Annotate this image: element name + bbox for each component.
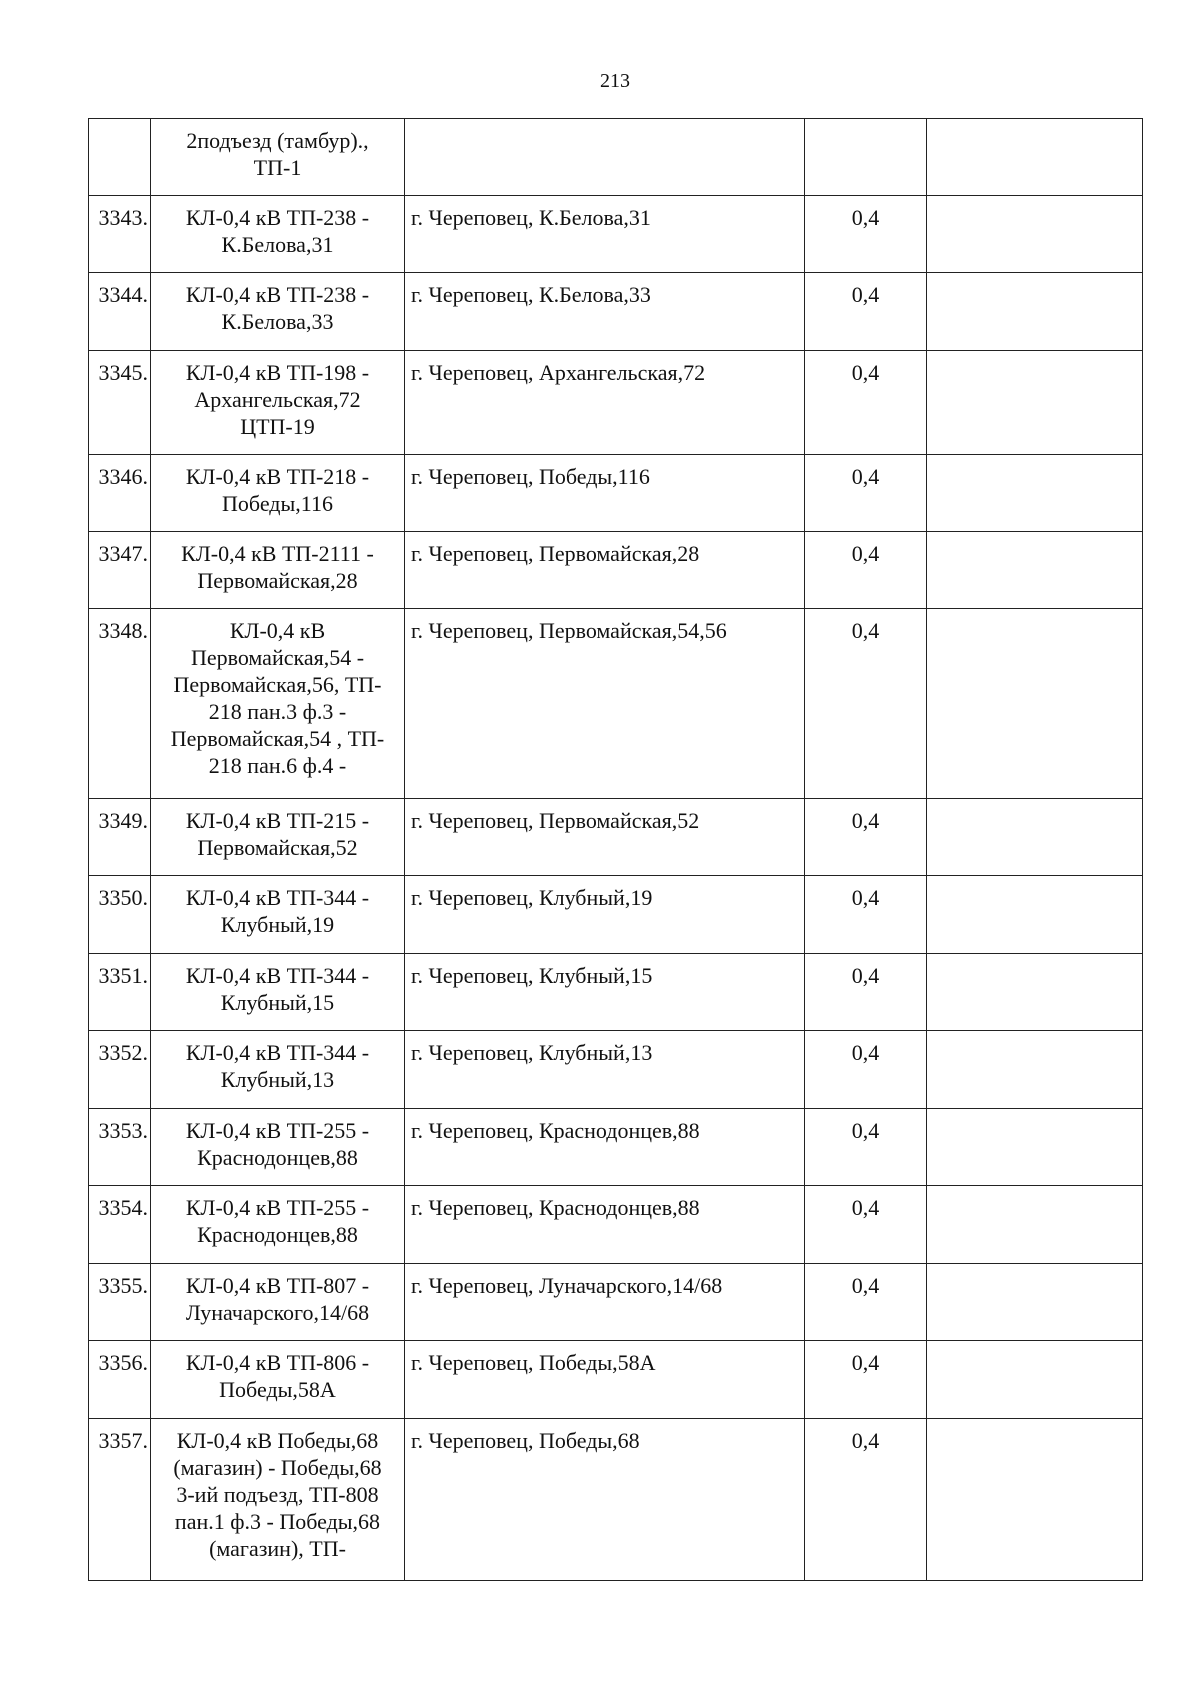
row-number-cell — [89, 119, 151, 196]
voltage-cell: 0,4 — [805, 532, 927, 609]
voltage-cell: 0,4 — [805, 455, 927, 532]
voltage-cell: 0,4 — [805, 196, 927, 273]
address-cell: г. Череповец, Победы,116 — [405, 455, 805, 532]
table-row — [89, 455, 1143, 532]
table-row — [89, 273, 1143, 351]
row-number-cell: 3357. — [89, 1419, 151, 1581]
table-body — [89, 119, 1143, 1581]
table-row — [89, 876, 1143, 954]
extra-cell — [927, 351, 1143, 455]
extra-cell — [927, 1186, 1143, 1264]
row-number-cell: 3346. — [89, 455, 151, 532]
cable-line-name-cell: КЛ-0,4 кВ ТП-198 - Архангельская,72 ЦТП-19 — [151, 351, 405, 455]
row-number-cell: 3351. — [89, 954, 151, 1031]
cable-line-name-cell: КЛ-0,4 кВ ТП-238 - К.Белова,31 — [151, 196, 405, 273]
voltage-cell: 0,4 — [805, 273, 927, 351]
voltage-cell: 0,4 — [805, 1264, 927, 1341]
voltage-cell: 0,4 — [805, 799, 927, 876]
row-number-cell: 3348. — [89, 609, 151, 799]
cable-line-name-cell: КЛ-0,4 кВ ТП-344 - Клубный,13 — [151, 1031, 405, 1109]
address-cell: г. Череповец, Победы,68 — [405, 1419, 805, 1581]
cable-line-name-cell: КЛ-0,4 кВ ТП-255 - Краснодонцев,88 — [151, 1186, 405, 1264]
row-number-cell: 3353. — [89, 1109, 151, 1186]
row-number-cell: 3352. — [89, 1031, 151, 1109]
cable-line-name-cell: 2подъезд (тамбур)., ТП-1 — [151, 119, 405, 196]
cable-line-name-cell: КЛ-0,4 кВ ТП-344 - Клубный,15 — [151, 954, 405, 1031]
extra-cell — [927, 799, 1143, 876]
cable-lines-table — [88, 118, 1143, 1581]
cable-line-name-cell: КЛ-0,4 кВ ТП-807 - Луначарского,14/68 — [151, 1264, 405, 1341]
cable-line-name-cell: КЛ-0,4 кВ Первомайская,54 - Первомайская,56, ТП- 218 пан.3 ф.3 - Первомайская,54 , ТП- 218 пан.6 ф.4 - — [151, 609, 405, 799]
address-cell: г. Череповец, К.Белова,31 — [405, 196, 805, 273]
extra-cell — [927, 609, 1143, 799]
table-row — [89, 1419, 1143, 1581]
row-number-cell: 3343. — [89, 196, 151, 273]
extra-cell — [927, 196, 1143, 273]
cable-line-name-cell: КЛ-0,4 кВ ТП-255 - Краснодонцев,88 — [151, 1109, 405, 1186]
extra-cell — [927, 119, 1143, 196]
row-number-cell: 3344. — [89, 273, 151, 351]
row-number-cell: 3347. — [89, 532, 151, 609]
address-cell: г. Череповец, Первомайская,52 — [405, 799, 805, 876]
row-number-cell: 3345. — [89, 351, 151, 455]
address-cell: г. Череповец, Луначарского,14/68 — [405, 1264, 805, 1341]
voltage-cell: 0,4 — [805, 954, 927, 1031]
address-cell: г. Череповец, Первомайская,54,56 — [405, 609, 805, 799]
voltage-cell: 0,4 — [805, 1341, 927, 1419]
table-row — [89, 351, 1143, 455]
cable-line-name-cell: КЛ-0,4 кВ ТП-344 - Клубный,19 — [151, 876, 405, 954]
voltage-cell: 0,4 — [805, 609, 927, 799]
voltage-cell: 0,4 — [805, 1419, 927, 1581]
address-cell: г. Череповец, Краснодонцев,88 — [405, 1186, 805, 1264]
extra-cell — [927, 1419, 1143, 1581]
address-cell: г. Череповец, Клубный,15 — [405, 954, 805, 1031]
table-row — [89, 799, 1143, 876]
cable-line-name-cell: КЛ-0,4 кВ Победы,68 (магазин) - Победы,68 3-ий подъезд, ТП-808 пан.1 ф.3 - Победы,68 (магазин), ТП- — [151, 1419, 405, 1581]
address-cell: г. Череповец, Краснодонцев,88 — [405, 1109, 805, 1186]
extra-cell — [927, 532, 1143, 609]
extra-cell — [927, 1341, 1143, 1419]
table-row — [89, 1341, 1143, 1419]
row-number-cell: 3349. — [89, 799, 151, 876]
address-cell: г. Череповец, Клубный,19 — [405, 876, 805, 954]
address-cell — [405, 119, 805, 196]
table-row — [89, 119, 1143, 196]
cable-line-name-cell: КЛ-0,4 кВ ТП-218 - Победы,116 — [151, 455, 405, 532]
extra-cell — [927, 455, 1143, 532]
voltage-cell — [805, 119, 927, 196]
table-row — [89, 532, 1143, 609]
cable-line-name-cell: КЛ-0,4 кВ ТП-806 - Победы,58А — [151, 1341, 405, 1419]
address-cell: г. Череповец, Победы,58А — [405, 1341, 805, 1419]
row-number-cell: 3355. — [89, 1264, 151, 1341]
address-cell: г. Череповец, К.Белова,33 — [405, 273, 805, 351]
extra-cell — [927, 954, 1143, 1031]
cable-line-name-cell: КЛ-0,4 кВ ТП-2111 - Первомайская,28 — [151, 532, 405, 609]
voltage-cell: 0,4 — [805, 1031, 927, 1109]
address-cell: г. Череповец, Архангельская,72 — [405, 351, 805, 455]
cable-line-name-cell: КЛ-0,4 кВ ТП-238 - К.Белова,33 — [151, 273, 405, 351]
table-row — [89, 1264, 1143, 1341]
voltage-cell: 0,4 — [805, 1186, 927, 1264]
page-number: 213 — [600, 70, 630, 92]
address-cell: г. Череповец, Первомайская,28 — [405, 532, 805, 609]
table-row — [89, 1031, 1143, 1109]
row-number-cell: 3354. — [89, 1186, 151, 1264]
address-cell: г. Череповец, Клубный,13 — [405, 1031, 805, 1109]
cable-line-name-cell: КЛ-0,4 кВ ТП-215 - Первомайская,52 — [151, 799, 405, 876]
extra-cell — [927, 273, 1143, 351]
voltage-cell: 0,4 — [805, 876, 927, 954]
table-row — [89, 1186, 1143, 1264]
extra-cell — [927, 1109, 1143, 1186]
row-number-cell: 3350. — [89, 876, 151, 954]
table-row — [89, 954, 1143, 1031]
extra-cell — [927, 876, 1143, 954]
voltage-cell: 0,4 — [805, 1109, 927, 1186]
extra-cell — [927, 1031, 1143, 1109]
row-number-cell: 3356. — [89, 1341, 151, 1419]
table-row — [89, 609, 1143, 799]
extra-cell — [927, 1264, 1143, 1341]
table-row — [89, 1109, 1143, 1186]
voltage-cell: 0,4 — [805, 351, 927, 455]
table-row — [89, 196, 1143, 273]
